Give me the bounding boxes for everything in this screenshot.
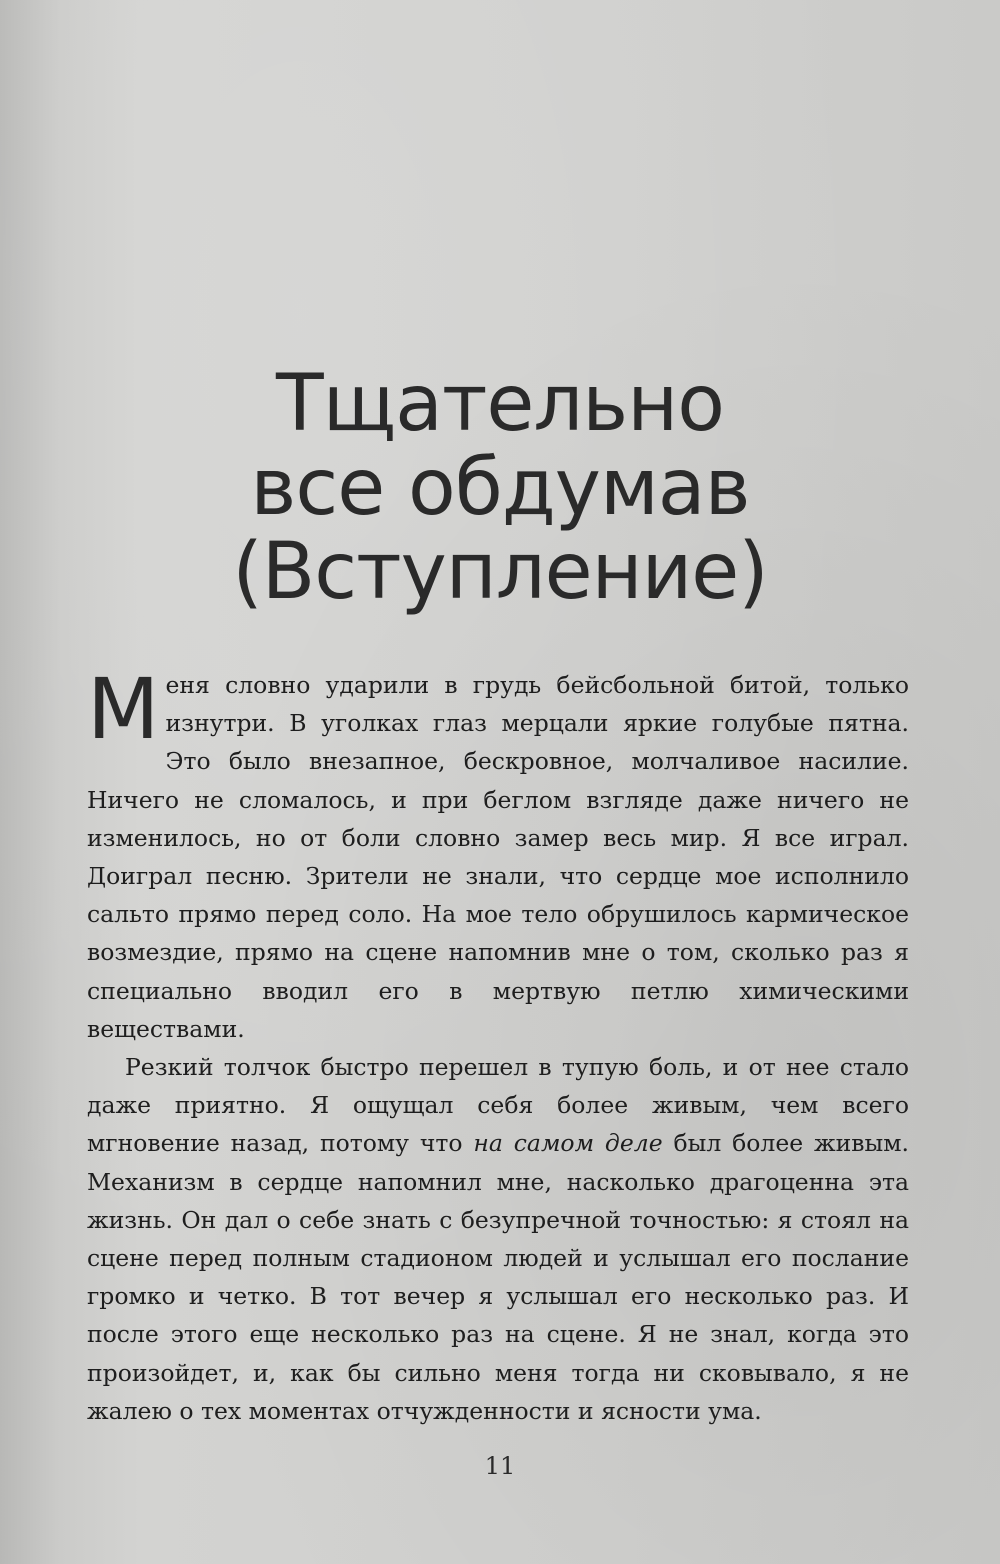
paragraph-2: [87, 1048, 909, 1430]
paragraph-2-text-end: был более живым. Механизм в сердце напомнил мне, насколько драгоценна эта жизнь. Он дал о себе знать с безупречной точностью: я стоял на сцене перед полным стадионом людей и услышал его послание громко и четко. В тот вечер я услышал его несколько раз. И после этого еще несколько раз на сцене. Я не знал, когда это произойдет, и, как бы сильно меня тогда ни сковывало, я не жалею о тех моментах отчужденности и ясности ума.: [87, 1129, 909, 1425]
paragraph-2-text-start: Резкий толчок быстро перешел в тупую боль, и от нее стало даже приятно. Я ощущал себя более живым, чем всего мгновение назад, потому что: [87, 1053, 909, 1158]
paragraph-2-emphasis: на самом деле: [473, 1129, 663, 1158]
chapter-title-line-1: Тщательно: [276, 359, 724, 450]
drop-cap: М: [87, 660, 160, 758]
paragraph-1: [87, 660, 909, 1048]
paragraph-1-text: еня словно ударили в грудь бейсбольной битой, только изнутри. В уголках глаз мерцали яркие голубые пятна. Это было внезапное, бескровное, молчаливое насилие. Ничего не сломалось, и при беглом взгляде даже ничего не изменилось, но от боли словно замер весь мир. Я все играл. Доиграл песню. Зрители не знали, что сердце мое исполнило сальто прямо перед соло. На мое тело обрушилось кармическое возмездие, прямо на сцене напомнив мне о том, сколько раз я специально вводил его в мертвую петлю химическими веществами.: [87, 671, 909, 1043]
page-number: 11: [484, 1452, 516, 1480]
body-text: [87, 660, 909, 1430]
chapter-title: [0, 359, 1000, 618]
chapter-title-line-3: (Вступление): [232, 527, 768, 618]
chapter-title-line-2: все обдумав: [250, 443, 750, 534]
